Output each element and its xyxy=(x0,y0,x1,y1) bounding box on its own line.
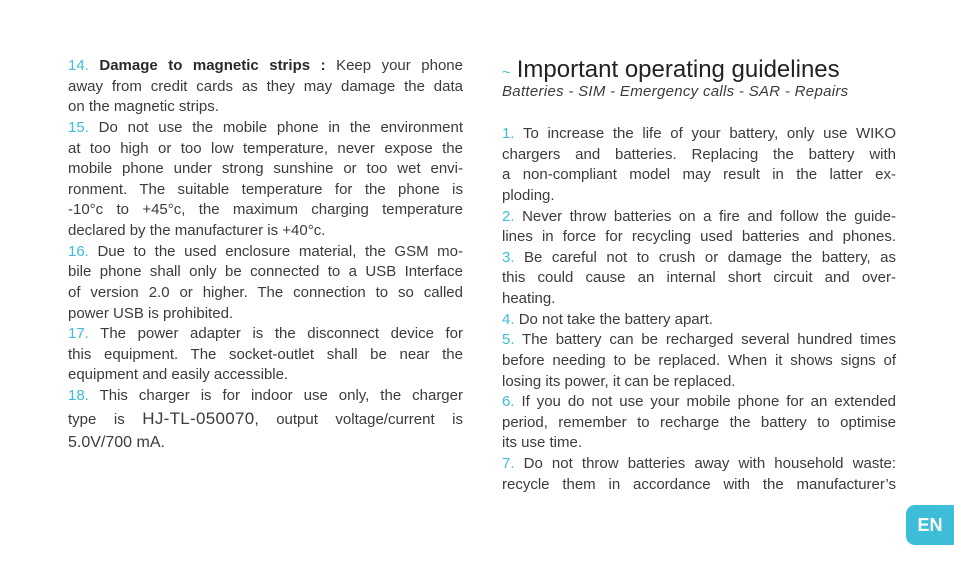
item-number: 2. xyxy=(502,207,515,225)
item-number: 16. xyxy=(68,242,89,260)
item-line: -10°c to +45°c, the maximum charging temperature xyxy=(68,201,463,219)
list-item-17 xyxy=(68,324,463,386)
section-marker: ~ xyxy=(502,64,511,81)
item-line: ploding. xyxy=(502,186,555,204)
item-line: recycle them in accordance with the manufacturer’s xyxy=(502,475,896,493)
item-text: The power adapter is the disconnect device for xyxy=(100,325,463,343)
item-text: This charger is for indoor use only, the charger xyxy=(99,387,463,404)
item-line xyxy=(502,207,896,228)
item-line: mobile phone under strong sunshine or too wet envi- xyxy=(68,160,463,178)
right-column xyxy=(502,124,896,495)
item-lead: Damage to magnetic strips : xyxy=(99,57,326,74)
section-title: Important operating guidelines xyxy=(516,56,840,83)
item-line: 5.0V/700 mA. xyxy=(68,433,165,451)
section-heading xyxy=(502,56,840,84)
list-item-6 xyxy=(502,392,896,454)
item-line: on the magnetic strips. xyxy=(68,98,219,116)
item-line: declared by the manufacturer is +40°c. xyxy=(68,222,326,239)
item-line: of version 2.0 or higher. The connection to so called xyxy=(68,283,463,301)
item-line: equipment and easily accessible. xyxy=(68,366,289,384)
list-item-3 xyxy=(502,248,896,310)
item-line xyxy=(68,118,463,139)
item-line: ronment. The suitable temperature for the phone is xyxy=(68,180,463,198)
list-item-18 xyxy=(68,386,463,454)
item-line xyxy=(502,310,896,331)
item-line: this could cause an internal short circuit and over- xyxy=(502,269,896,287)
item-line: losing its power, it can be replaced. xyxy=(502,372,736,390)
item-line: at too high or too low temperature, never expose the xyxy=(68,139,463,157)
item-number: 4. xyxy=(502,310,515,328)
item-line: away from credit cards as they may damage the data xyxy=(68,77,463,95)
item-line: heating. xyxy=(502,290,556,307)
list-item-5 xyxy=(502,330,896,392)
item-text: Do not throw batteries away with household waste: xyxy=(523,455,896,472)
item-line xyxy=(502,392,896,413)
item-line xyxy=(502,248,896,269)
list-item-4 xyxy=(502,310,896,331)
list-item-2 xyxy=(502,207,896,248)
list-item-7 xyxy=(502,454,896,495)
item-line: this equipment. The socket-outlet shall be near the xyxy=(68,345,463,363)
item-line: lines in force for recycling used batteries and phones. xyxy=(502,228,896,246)
item-line xyxy=(68,386,463,407)
item-number: 7. xyxy=(502,455,515,472)
item-line xyxy=(502,454,896,475)
item-text: Never throw batteries on a fire and follow the guide- xyxy=(522,207,896,225)
item-text: Be careful not to crush or damage the battery, as xyxy=(524,248,896,266)
item-line: a non-compliant model may result in the latter ex- xyxy=(502,166,896,184)
item-number: 3. xyxy=(502,248,515,266)
list-item-16 xyxy=(68,242,463,325)
item-text: The battery can be recharged several hundred times xyxy=(522,331,896,349)
item-text: Do not use the mobile phone in the environment xyxy=(98,118,464,136)
item-line xyxy=(68,407,463,431)
item-number: 1. xyxy=(502,125,515,142)
item-line xyxy=(68,324,463,345)
item-text: , output voltage/current is xyxy=(254,410,464,428)
item-line: bile phone shall only be connected to a USB Interface xyxy=(68,263,463,281)
item-line: power USB is prohibited. xyxy=(68,304,234,322)
item-line: chargers and batteries. Replacing the battery with xyxy=(502,145,896,163)
item-line xyxy=(502,330,896,351)
language-badge: EN xyxy=(906,505,954,545)
item-line xyxy=(68,56,463,77)
item-line xyxy=(68,242,463,263)
left-column xyxy=(68,56,463,454)
item-number: 15. xyxy=(68,118,89,136)
item-line xyxy=(502,124,896,145)
item-text: Due to the used enclosure material, the GSM mo- xyxy=(97,242,463,260)
item-number: 17. xyxy=(68,325,89,343)
section-subtitle: Batteries - SIM - Emergency calls - SAR - Repairs xyxy=(502,83,849,100)
item-line: before needing to be replaced. When it shows signs of xyxy=(502,351,896,369)
item-number: 14. xyxy=(68,57,89,74)
item-text: Keep your phone xyxy=(336,57,463,74)
item-number: 18. xyxy=(68,387,89,404)
list-item-1 xyxy=(502,124,896,207)
item-text: type is xyxy=(68,410,125,428)
list-item-14 xyxy=(68,56,463,118)
item-line: its use time. xyxy=(502,434,583,452)
item-text: Do not take the battery apart. xyxy=(518,310,713,328)
charger-model-code: HJ-TL-050070 xyxy=(142,408,255,428)
item-text: If you do not use your mobile phone for an extended xyxy=(521,393,896,411)
item-number: 6. xyxy=(502,393,515,411)
item-number: 5. xyxy=(502,331,515,349)
item-text: To increase the life of your battery, only use WIKO xyxy=(522,125,896,142)
list-item-15 xyxy=(68,118,463,242)
item-line: period, remember to recharge the battery to optimise xyxy=(502,413,896,431)
